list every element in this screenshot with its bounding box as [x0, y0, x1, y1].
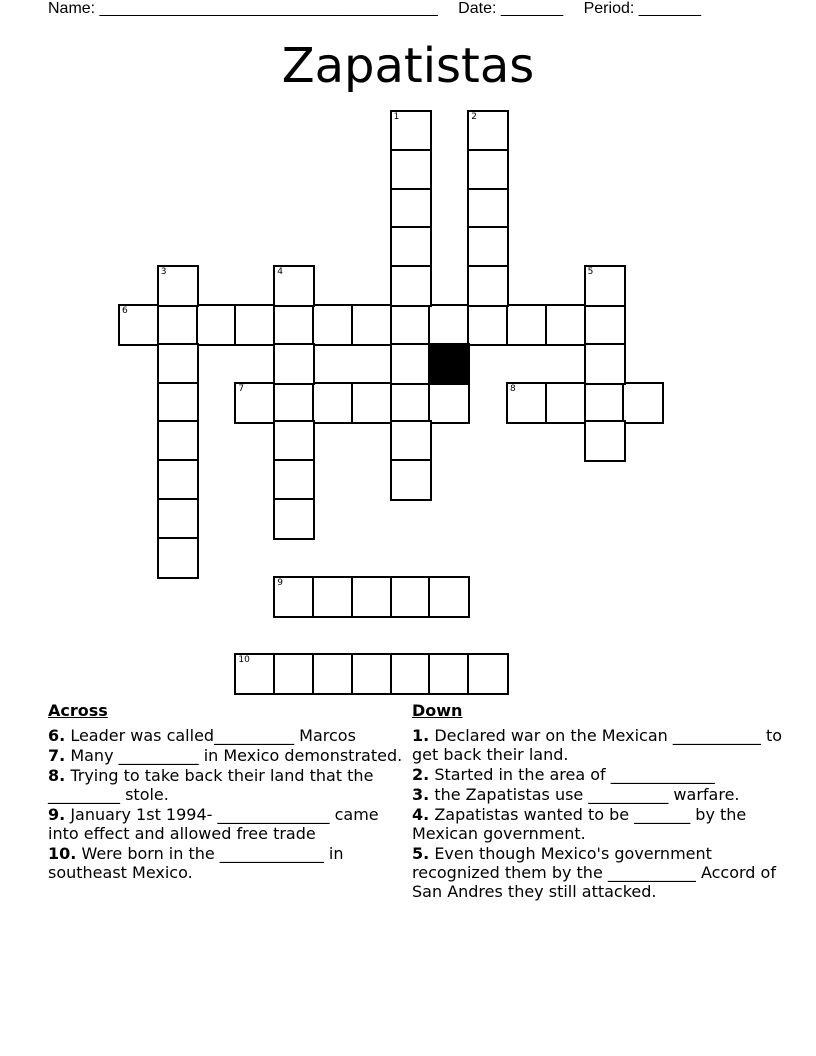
crossword-cell[interactable] — [351, 382, 393, 424]
clue-across-8 — [48, 766, 403, 804]
clue-down-3 — [412, 785, 782, 804]
clue-number-label: 10 — [238, 655, 250, 666]
crossword-cell[interactable] — [390, 653, 432, 695]
name-field: Name: ______________________________________ — [48, 0, 438, 17]
clue-number-label: 2 — [471, 112, 477, 122]
crossword-cell[interactable] — [312, 576, 354, 618]
crossword-cell[interactable] — [312, 304, 354, 346]
crossword-cell[interactable] — [273, 498, 315, 540]
clue-text: Declared war on the Mexican ___________ to get back their land. — [412, 726, 783, 764]
clue-number: 2. — [412, 765, 430, 784]
crossword-cell[interactable] — [273, 420, 315, 462]
crossword-cell[interactable] — [467, 265, 509, 307]
clue-across-9 — [48, 805, 403, 843]
crossword-cell[interactable] — [118, 304, 160, 346]
crossword-cell[interactable] — [390, 420, 432, 462]
crossword-cell[interactable] — [234, 382, 276, 424]
clue-number-label: 6 — [122, 306, 128, 316]
crossword-cell[interactable] — [196, 304, 238, 346]
crossword-cell[interactable] — [584, 304, 626, 346]
crossword-cell[interactable] — [622, 382, 664, 424]
worksheet-header — [48, 0, 717, 18]
crossword-cell[interactable] — [428, 382, 470, 424]
clue-number-label: 8 — [510, 383, 516, 394]
across-heading: Across — [48, 701, 108, 720]
crossword-cell[interactable] — [157, 537, 199, 579]
crossword-cell[interactable] — [467, 149, 509, 191]
crossword-cell[interactable] — [157, 498, 199, 540]
crossword-cell[interactable] — [584, 420, 626, 462]
crossword-cell[interactable] — [467, 304, 509, 346]
crossword-cell[interactable] — [428, 653, 470, 695]
crossword-cell[interactable] — [584, 265, 626, 307]
clue-across-10 — [48, 844, 403, 882]
crossword-cell[interactable] — [545, 304, 587, 346]
crossword-cell[interactable] — [312, 653, 354, 695]
crossword-cell[interactable] — [273, 382, 315, 424]
clue-number-label: 1 — [393, 112, 400, 122]
clue-across-7 — [48, 746, 403, 765]
crossword-cell[interactable] — [390, 188, 432, 230]
clue-number: 10. — [48, 844, 77, 863]
crossword-cell[interactable] — [390, 343, 432, 385]
clue-number-label: 5 — [587, 267, 594, 278]
crossword-cell[interactable] — [506, 304, 548, 346]
clue-number: 5. — [412, 844, 430, 863]
crossword-cell[interactable] — [157, 459, 199, 501]
crossword-cell[interactable] — [390, 459, 432, 501]
clue-text: Zapatistas wanted to be _______ by the Mexican government. — [412, 805, 747, 843]
crossword-cell[interactable] — [506, 382, 548, 424]
across-clues — [48, 700, 403, 883]
crossword-cell[interactable] — [234, 304, 276, 346]
crossword-cell[interactable] — [273, 459, 315, 501]
crossword-cell[interactable] — [390, 149, 432, 191]
clue-down-1 — [412, 726, 782, 764]
crossword-cell[interactable] — [351, 304, 393, 346]
crossword-cell[interactable] — [351, 653, 393, 695]
clue-down-5 — [412, 844, 782, 901]
crossword-cell[interactable] — [351, 576, 393, 618]
clue-down-4 — [412, 805, 782, 843]
clue-text: Trying to take back their land that the _________ stole. — [48, 766, 374, 804]
crossword-cell[interactable] — [428, 576, 470, 618]
crossword-cell[interactable] — [157, 343, 199, 385]
period-field: Period: _______ — [583, 0, 702, 17]
clue-number: 7. — [48, 746, 66, 765]
crossword-block — [428, 343, 470, 385]
crossword-cell[interactable] — [273, 576, 315, 618]
crossword-cell[interactable] — [273, 343, 315, 385]
crossword-cell[interactable] — [234, 653, 276, 695]
clue-number-label: 4 — [277, 267, 283, 278]
crossword-cell[interactable] — [584, 382, 626, 424]
clue-down-2 — [412, 765, 782, 784]
clue-number: 9. — [48, 805, 66, 824]
crossword-cell[interactable] — [273, 653, 315, 695]
crossword-cell[interactable] — [157, 304, 199, 346]
clue-number-label: 9 — [277, 577, 283, 588]
crossword-cell[interactable] — [467, 110, 509, 152]
crossword-cell[interactable] — [390, 110, 432, 152]
clue-text: Started in the area of _____________ — [434, 765, 715, 784]
crossword-cell[interactable] — [157, 382, 199, 424]
clue-number: 1. — [412, 726, 430, 745]
clue-text: Were born in the _____________ in southeast Mexico. — [48, 844, 344, 882]
crossword-cell[interactable] — [390, 265, 432, 307]
crossword-cell[interactable] — [467, 188, 509, 230]
clue-text: Leader was called__________ Marcos — [70, 726, 356, 745]
clue-text: the Zapatistas use __________ warfare. — [434, 785, 740, 804]
crossword-cell[interactable] — [390, 382, 432, 424]
clue-number: 6. — [48, 726, 66, 745]
clue-text: Even though Mexico's government recognized them by the ___________ Accord of San Andres they still attacked. — [412, 844, 776, 901]
clue-text: January 1st 1994- ______________ came into effect and allowed free trade — [48, 805, 379, 843]
crossword-cell[interactable] — [428, 304, 470, 346]
clue-number: 8. — [48, 766, 66, 785]
crossword-cell[interactable] — [584, 343, 626, 385]
clue-number-label: 7 — [238, 383, 245, 394]
crossword-cell[interactable] — [390, 304, 432, 346]
date-field: Date: _______ — [458, 0, 564, 17]
puzzle-title: Zapatistas — [281, 38, 535, 94]
crossword-cell[interactable] — [390, 226, 432, 268]
crossword-cell[interactable] — [273, 265, 315, 307]
crossword-cell[interactable] — [273, 304, 315, 346]
crossword-cell[interactable] — [545, 382, 587, 424]
clue-number: 3. — [412, 785, 430, 804]
clue-text: Many __________ in Mexico demonstrated. — [70, 746, 403, 765]
crossword-cell[interactable] — [467, 226, 509, 268]
down-heading: Down — [412, 701, 463, 720]
crossword-cell[interactable] — [467, 653, 509, 695]
clue-number: 4. — [412, 805, 430, 824]
crossword-cell[interactable] — [390, 576, 432, 618]
crossword-cell[interactable] — [312, 382, 354, 424]
clue-number-label: 3 — [160, 267, 167, 278]
crossword-cell[interactable] — [157, 420, 199, 462]
down-clues — [412, 700, 782, 902]
crossword-cell[interactable] — [157, 265, 199, 307]
clue-across-6 — [48, 726, 403, 745]
